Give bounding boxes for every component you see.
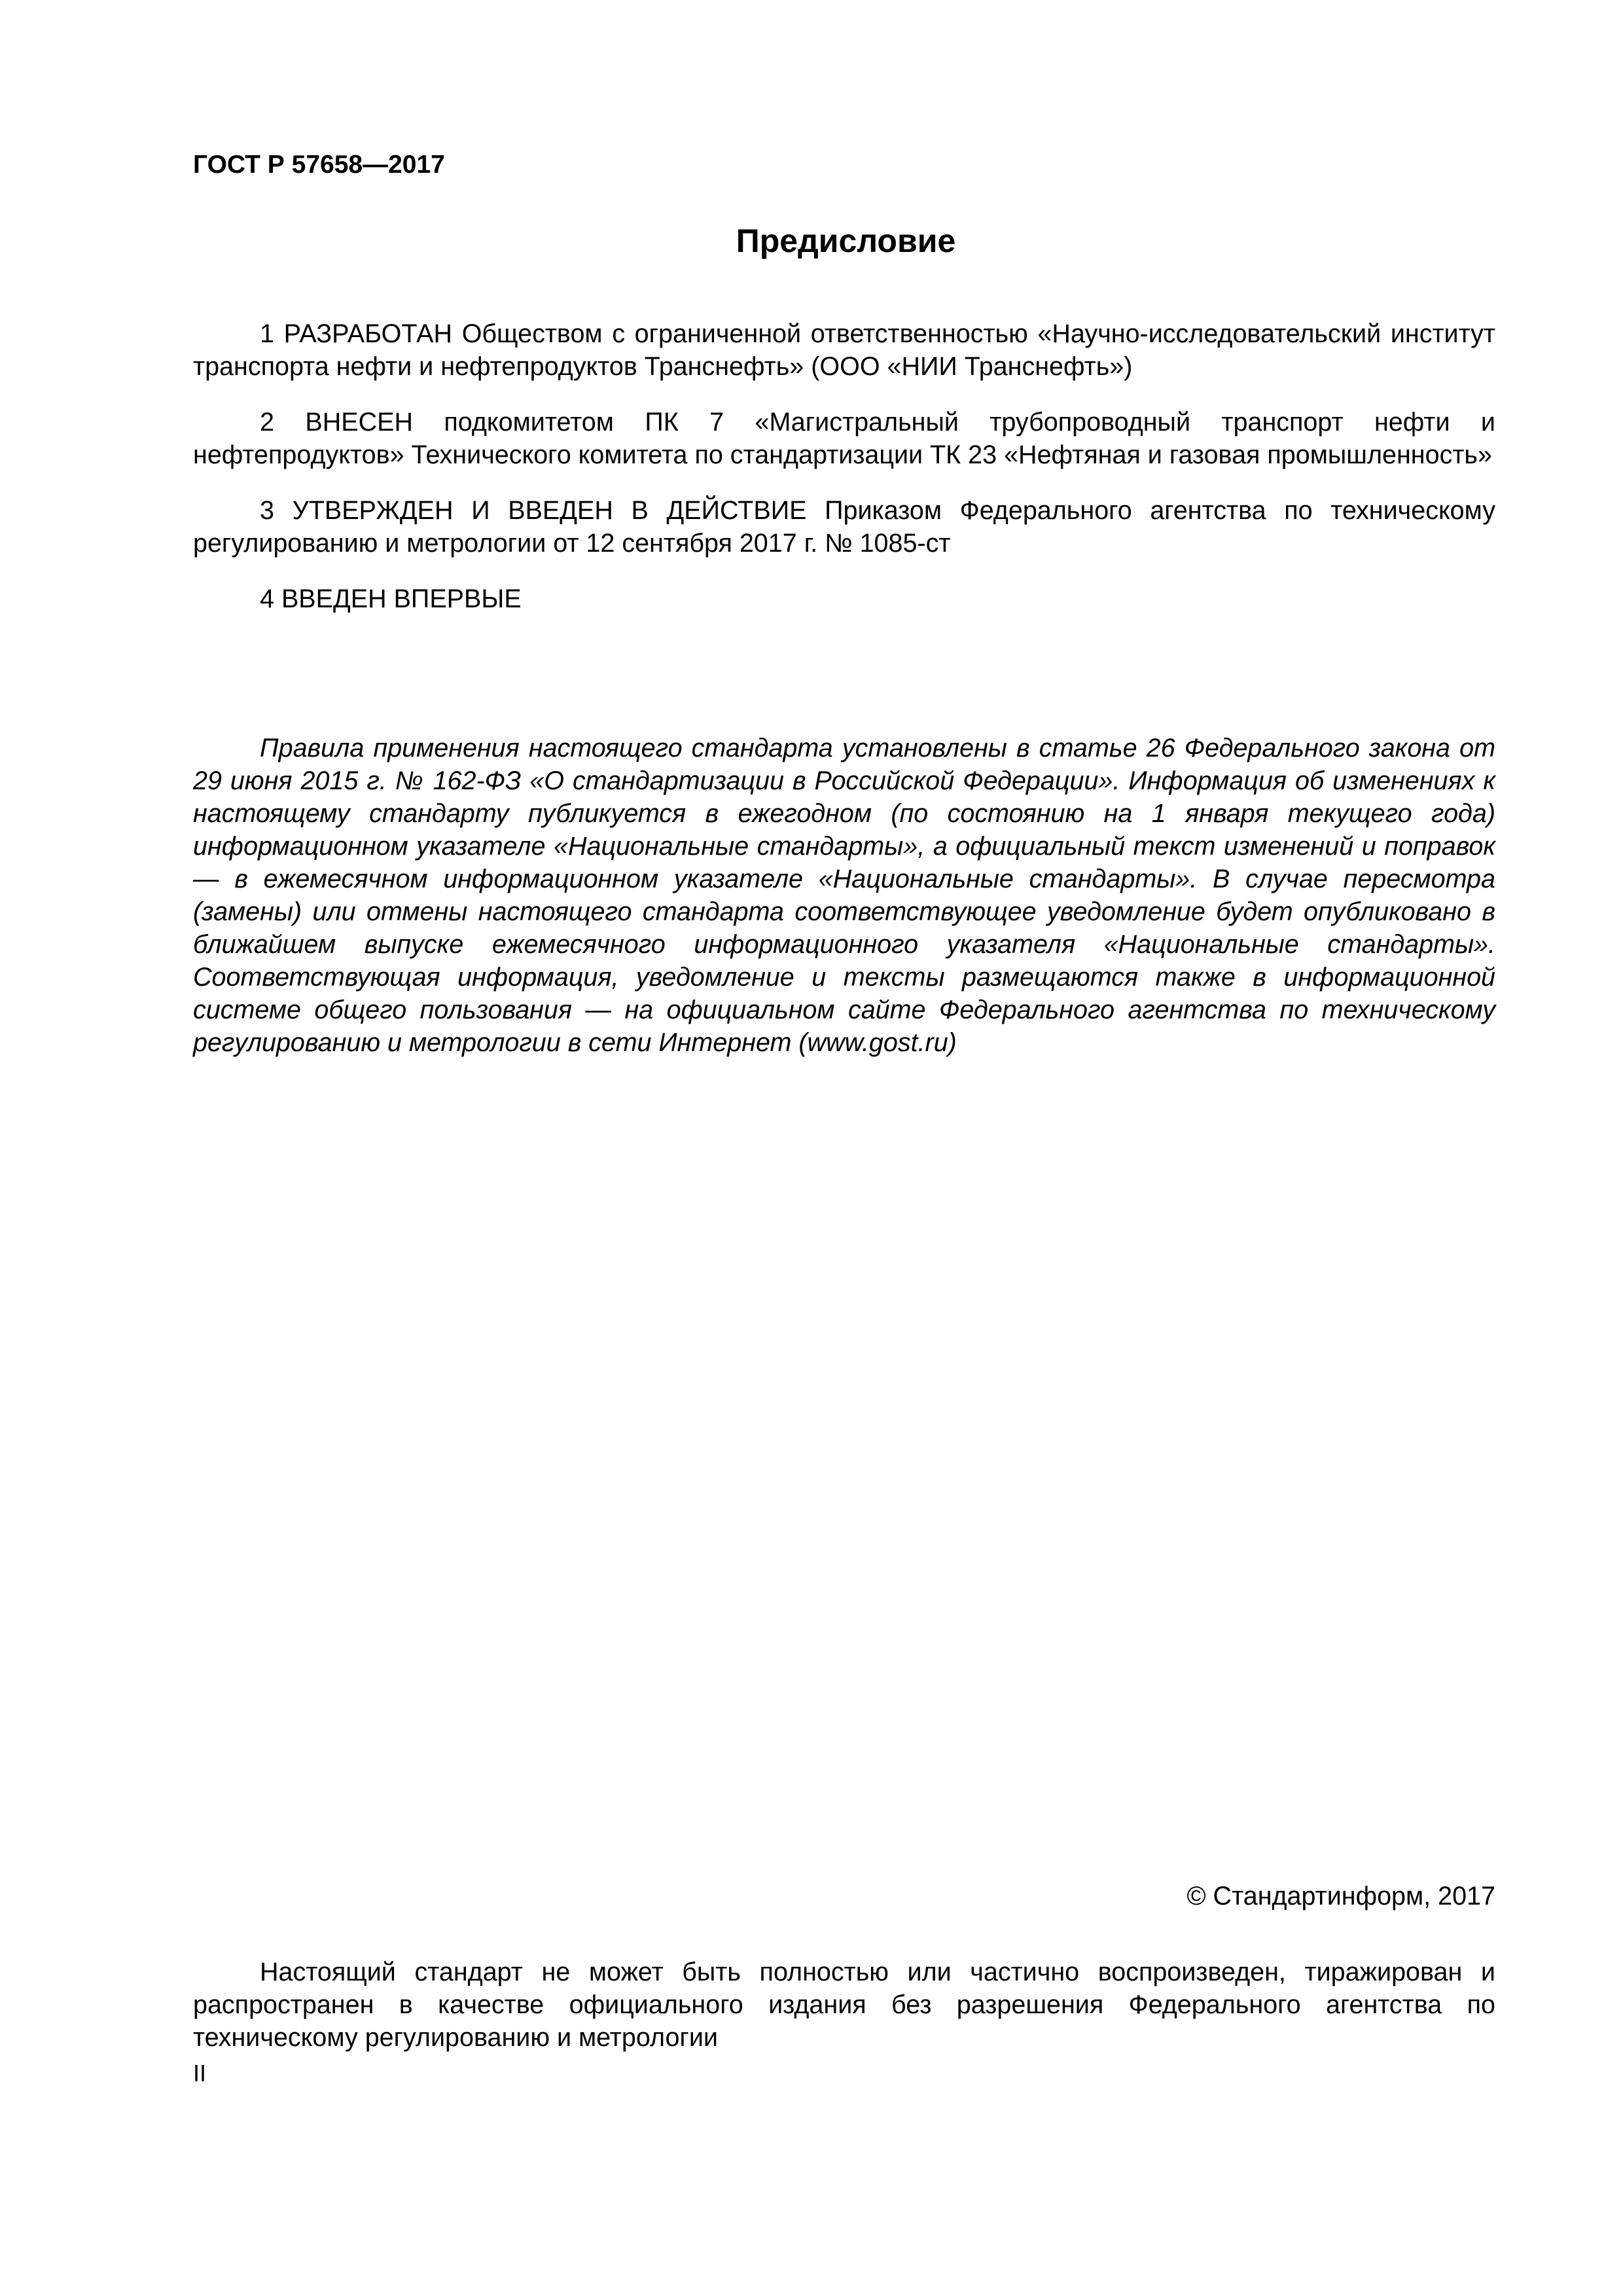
- copyright-line: © Стандартинформ, 2017: [1186, 1882, 1495, 1910]
- foreword-item-3: [193, 494, 1495, 560]
- foreword-item-2: [193, 406, 1495, 471]
- foreword-item-text: 3 УТВЕРЖДЕН И ВВЕДЕН В ДЕЙСТВИЕ Приказом Федерального агентства по техническому регулированию и метрологии от 12 сентября 2017 г. № 1085-ст: [193, 496, 1495, 558]
- foreword-item-text: 2 ВНЕСЕН подкомитетом ПК 7 «Магистральный трубопроводный транспорт нефти и нефтепродуктов» Технического комитета по стандартизации ТК 23 «Нефтяная и газовая промышленность»: [193, 408, 1495, 469]
- foreword-item-text: 1 РАЗРАБОТАН Обществом с ограниченной ответственностью «Научно-исследовательский институт транспорта нефти и нефтепродуктов Транснефть» (ООО «НИИ Транснефть»): [193, 319, 1495, 381]
- foreword-item-text: 4 ВВЕДЕН ВПЕРВЫЕ: [260, 584, 522, 613]
- document-code: ГОСТ Р 57658—2017: [193, 151, 445, 179]
- foreword-item-4: [193, 583, 1495, 615]
- reproduction-text: Настоящий стандарт не может быть полностью или частично воспроизведен, тиражирован и распространен в качестве официального издания без разрешения Федерального агентства по техническому регулированию и метрологии: [193, 1958, 1495, 2052]
- notice-text: Правила применения настоящего стандарта установлены в статье 26 Федерального закона от 29 июня 2015 г. № 162-ФЗ «О стандартизации в Российской Федерации». Информация об изменениях к настоящему стандарту публикуется в ежегодном (по состоянию на 1 января текущего года) информационном указателе «Национальные стандарты», а официальный текст изменений и поправок — в ежемесячном информационном указателе «Национальные стандарты». В случае пересмотра (замены) или отмены настоящего стандарта соответствующее уведомление будет опубликовано в ближайшем выпуске ежемесячного информационного указателя «Национальные стандарты». Соответствующая информация, уведомление и тексты размещаются также в информационной системе общего пользования — на официальном сайте Федерального агентства по техническому регулированию и метрологии в сети Интернет (www.gost.ru): [193, 734, 1495, 1057]
- reproduction-notice: [193, 1956, 1495, 2054]
- page-number: II: [193, 2060, 207, 2087]
- page-title: Предисловие: [736, 223, 956, 259]
- foreword-item-1: [193, 317, 1495, 383]
- application-rules-notice: [193, 732, 1495, 1059]
